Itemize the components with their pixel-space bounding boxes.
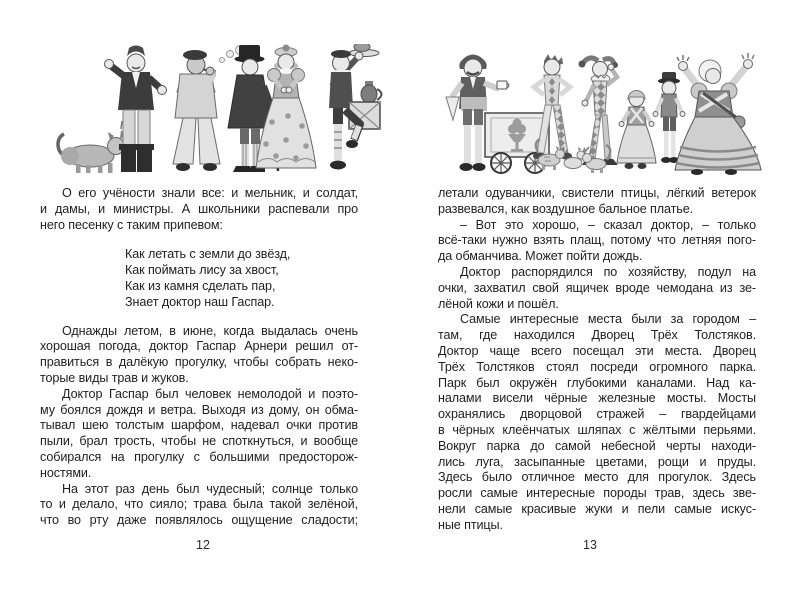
paragraph bbox=[438, 265, 756, 312]
left-page-illustration bbox=[50, 44, 384, 178]
text-line: него песенку с таким припевом: bbox=[40, 217, 223, 232]
text-line: Парк был окружён глубокими каналами. Над ка- bbox=[438, 375, 756, 390]
text-line: там, где находился Дворец Трёх Толстяков. bbox=[438, 328, 756, 343]
text-line: лёной кожи и пошёл. bbox=[438, 296, 559, 311]
stout-woman-figure bbox=[675, 53, 761, 175]
text-line: нели самые красивые жуки и пели самые искус- bbox=[438, 501, 756, 516]
text-line: торые виды трав и жуков. bbox=[40, 370, 189, 385]
text-line: налами висели чёрные железные мосты. Мосты bbox=[438, 391, 756, 406]
text-line: всё-таки нужно взять плащ, потому что летняя пого- bbox=[438, 233, 756, 248]
text-line: – Вот это хорошо, – сказал доктор, – только bbox=[460, 217, 756, 232]
text-line: правиться в далёкую прогулку, чтобы собрать неко- bbox=[40, 355, 358, 370]
text-line: росли самые интересные породы трав, здесь зве- bbox=[438, 486, 756, 501]
street-characters-drawing bbox=[445, 51, 770, 178]
text-line: собирался на прогулку с большими предосторож- bbox=[40, 449, 358, 464]
text-line: Вокруг парка до самой небесной черты находи- bbox=[438, 438, 756, 453]
right-page-text bbox=[438, 186, 756, 534]
text-line: развевался, как воздушное бальное платье. bbox=[438, 201, 694, 216]
text-line: хорошая погода, доктор Гаспар Арнери решил от- bbox=[40, 339, 358, 354]
text-line: пыли, брал трость, чтобы не споткнуться, и вообще bbox=[40, 434, 358, 449]
text-line: да обманчива. Может пойти дождь. bbox=[438, 249, 643, 264]
text-line: О его учёности знали все: и мельник, и солдат, bbox=[62, 186, 358, 200]
paragraph bbox=[40, 324, 358, 387]
poem-line: Знает доктор наш Гаспар. bbox=[125, 294, 275, 309]
text-line: очки, захватил свой ящичек вроде чемодана из зе- bbox=[438, 280, 756, 295]
text-line: ностями. bbox=[40, 465, 92, 480]
poem-line: Как из камня сделать пар, bbox=[125, 278, 276, 293]
text-line: Однажды летом, в июне, когда выдалась очень bbox=[62, 323, 358, 338]
text-line: Доктор чаще всего посещал эти места. Дворец bbox=[438, 343, 756, 358]
text-line: Трёх Толстяков стоял посреди огромного парка. bbox=[438, 359, 756, 374]
text-line: что во рту даже появлялось ощущение сладости; bbox=[40, 513, 358, 528]
left-page-number: 12 bbox=[196, 538, 210, 552]
text-line: лись луга, засыпанные цветами, рощи и пруды. bbox=[438, 454, 756, 469]
text-line: Доктор Гаспар был человек немолодой и поэто- bbox=[62, 386, 358, 401]
left-page-text bbox=[40, 186, 358, 529]
boy-figure bbox=[653, 72, 685, 163]
text-line: ные птицы. bbox=[438, 517, 503, 532]
text-line: в чёрных клеёнчатых шляпах с жёлтыми перьями. bbox=[438, 422, 756, 437]
text-line: то и делало, что сияло; трава была такой зелёной, bbox=[40, 497, 358, 512]
text-line: Доктор распорядился по хозяйству, подул на bbox=[460, 264, 756, 279]
right-page-number: 13 bbox=[583, 538, 597, 552]
paragraph bbox=[40, 482, 358, 529]
text-line: На этот раз день был чудесный; солнце только bbox=[62, 481, 358, 496]
poem bbox=[125, 247, 358, 310]
text-line: летали одуванчики, свистели птицы, лёгкий ветерок bbox=[438, 186, 756, 200]
paragraph bbox=[438, 186, 756, 218]
townsfolk-and-cat-drawing bbox=[50, 44, 384, 178]
text-line: тывал шею толстым шарфом, надевал очки против bbox=[40, 418, 358, 433]
paragraph bbox=[438, 218, 756, 265]
right-page-illustration bbox=[445, 51, 770, 178]
poem-line: Как поймать лису за хвост, bbox=[125, 263, 279, 278]
text-line: Самые интересные места были за городом – bbox=[460, 312, 756, 327]
text-line: му боялся дождя и ветра. Выходя из дому, он обма- bbox=[40, 402, 358, 417]
text-line: и дамы, и министры. А школьники распевали про bbox=[40, 201, 358, 216]
servant-with-tray-figure bbox=[329, 44, 382, 170]
paragraph bbox=[40, 387, 358, 482]
acrobat-figure bbox=[533, 54, 572, 160]
text-line: охранялись дворцовой стражей – гвардейцами bbox=[438, 407, 756, 422]
girl-figure bbox=[617, 91, 656, 170]
text-line: Здесь было отличное место для прогулок. Здесь bbox=[438, 470, 756, 485]
paragraph bbox=[438, 312, 756, 533]
paragraph bbox=[40, 186, 358, 233]
poem-line: Как летать с земли до звёзд, bbox=[125, 247, 291, 262]
